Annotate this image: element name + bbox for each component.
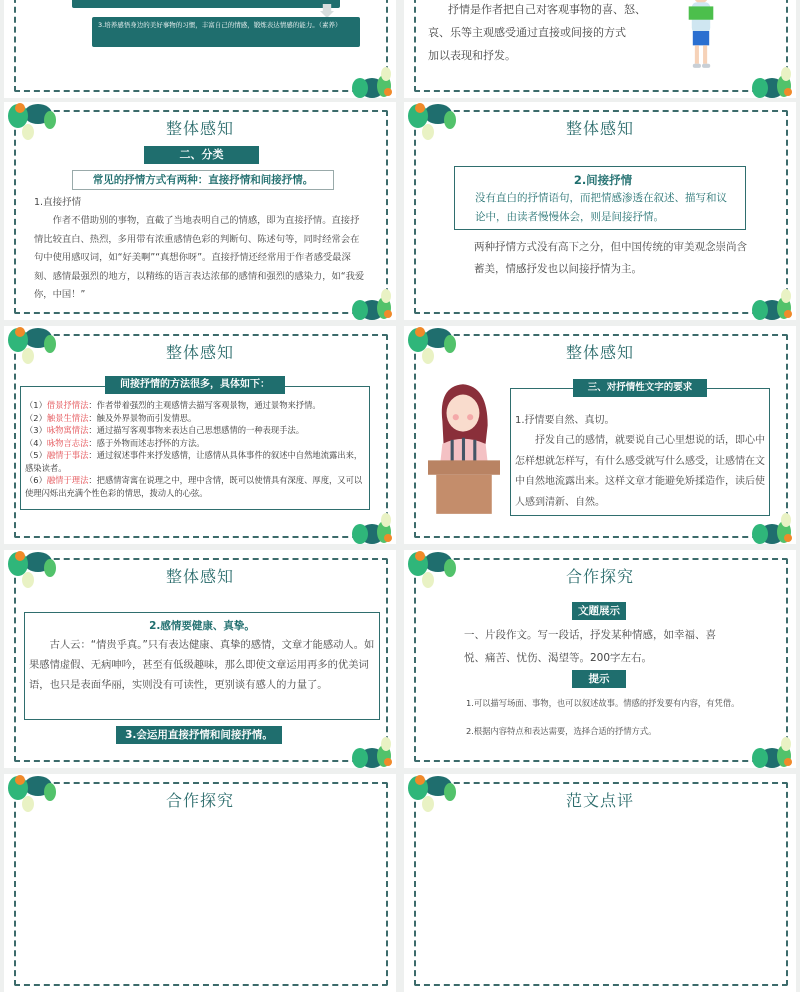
box-title: 2.感情要健康、真挚。 — [149, 620, 255, 632]
objective-3-text: 3.培养感悟身边的美好事物的习惯，丰富自己的情感，锻炼表达情感的能力。（素养） — [98, 21, 342, 29]
box-title: 2.间接抒情 — [573, 173, 633, 187]
slide-indirect-methods — [4, 326, 396, 544]
method-item: （4）咏物言志法：感于外物而述志抒怀的方法。 — [25, 437, 205, 448]
skill-tag: 3.会运用直接抒情和间接抒情。 — [116, 726, 282, 744]
task-text: 一、片段作文。写一段话，抒发某种情感，如幸福、喜悦、痛苦、忧伤、渴望等。200字左右。 — [464, 629, 716, 664]
requirements-box — [510, 382, 770, 516]
girl-at-podium-illustration — [428, 380, 500, 514]
sub-heading: 1.直接抒情 — [34, 197, 82, 208]
requirements-tag: 三、对抒情性文字的要求 — [573, 379, 707, 397]
leaf-decoration-icon — [348, 732, 396, 768]
method-item: （3）咏物寓情法：通过描写客观事物来表达自己思想感情的一种表现手法。 — [25, 425, 305, 435]
methods-list — [25, 399, 365, 499]
leaf-decoration-icon — [748, 62, 796, 98]
leaf-decoration-icon — [348, 508, 396, 544]
leaf-decoration-icon — [748, 732, 796, 768]
slide-classification — [4, 102, 396, 320]
hint-tag: 提示 — [572, 670, 626, 688]
section-tag: 二、分类 — [144, 146, 259, 164]
slide-title: 整体感知 — [565, 119, 634, 138]
requirements-body: 抒发自己的感情，就要说自己心里想说的话，即心中怎样想就怎样写，有什么感受就写什么感受，让感情在文中自然地流露出来。这样文章才能避免矫揉造作，读后使人感到清新、自然。 — [515, 435, 765, 508]
method-item: （2）触景生情法：触及外界景物而引发情思。 — [25, 412, 197, 423]
slide-indirect-lyric — [404, 102, 796, 320]
topic-tag: 文题展示 — [572, 602, 626, 620]
leaf-decoration-icon — [748, 508, 796, 544]
hint-1: 1.可以描写场面、事物，也可以叙述故事。情感的抒发要有内容，有凭借。 — [466, 698, 740, 708]
methods-tag: 间接抒情的方法很多，具体如下： — [105, 376, 285, 394]
slide-title: 合作探究 — [165, 791, 234, 810]
dashed-frame — [14, 782, 388, 986]
slide-cooperative-inquiry-2 — [4, 774, 396, 992]
slide-title: 整体感知 — [165, 343, 234, 362]
slide-healthy-emotion — [4, 550, 396, 768]
slide-cooperative-inquiry — [404, 550, 796, 768]
hint-2: 2.根据内容特点和表达需要，选择合适的抒情方式。 — [466, 726, 657, 736]
headline-box: 常见的抒情方式有两种：直接抒情和间接抒情。 — [72, 170, 334, 190]
slide-objectives — [4, 0, 396, 98]
box-body: 古人云：“情贵乎真。”只有表达健康、真挚的感情，文章才能感动人。如果感情虚假、无病呻吟，甚至有低级趣味，那么即使文章运用再多的优美词语，也只是表面华丽，实则没有可读性，更别谈有感人的力量了。 — [29, 639, 375, 691]
slide-model-essay-review — [404, 774, 796, 992]
slide-definition — [404, 0, 796, 98]
method-item: （5）融情于事法：通过叙述事件来抒发感情，让感情从具体事件的叙述中自然地流露出来，感染读者。 — [25, 450, 363, 473]
point-heading: 1.抒情要自然、真切。 — [515, 415, 615, 426]
definition-text: 抒情是作者把自己对客观事物的喜、怒、 哀、乐等主观感受通过直接或间接的方式 加以表现和抒发。 — [428, 3, 646, 62]
slide-title: 整体感知 — [565, 343, 634, 362]
boy-reading-illustration — [678, 0, 724, 72]
leaf-decoration-icon — [348, 62, 396, 98]
method-item: （1）借景抒情法：作者带着强烈的主观感情去描写客观景物，通过景物来抒情。 — [25, 400, 321, 410]
leaf-decoration-icon — [348, 284, 396, 320]
box-body: 没有直白的抒情语句，而把情感渗透在叙述、描写和议论中，由读者慢慢体会，则是间接抒情。 — [475, 192, 727, 223]
methods-box — [20, 379, 370, 510]
leaf-decoration-icon — [748, 284, 796, 320]
slide-title: 合作探究 — [565, 567, 634, 586]
method-item: （6）融情于理法：把感情寄寓在说理之中，理中含情，既可以使情具有深度、厚度，又可以使理闪烁出充满个性色彩的情思，拨动人的心弦。 — [25, 475, 363, 498]
body-paragraph: 作者不借助别的事物，直截了当地表明自己的情感，即为直接抒情。直接抒情比较直白、热烈，多用带有浓重感情色彩的判断句、陈述句等，同时经常会在句中使用感叹词，如“好美啊”“真想你呀”。直接抒情还经常用于作者感受最深刻、感情最强烈的地方，以精练的语言表达浓郁的感情和强烈的感染力，如“我爱你，中国！” — [34, 215, 365, 300]
objective-box-3 — [92, 17, 360, 47]
note-paragraph: 两种抒情方式没有高下之分，但中国传统的审美观念崇尚含蓄美，情感抒发也以间接抒情为主。 — [474, 241, 747, 275]
definition-box — [454, 166, 746, 230]
emotion-box — [24, 612, 380, 720]
slide-title: 范文点评 — [565, 791, 634, 810]
dashed-frame — [414, 782, 788, 986]
slide-requirements — [404, 326, 796, 544]
slide-title: 整体感知 — [165, 567, 234, 586]
objective-box-2 — [72, 0, 340, 8]
slide-title: 整体感知 — [165, 119, 234, 138]
